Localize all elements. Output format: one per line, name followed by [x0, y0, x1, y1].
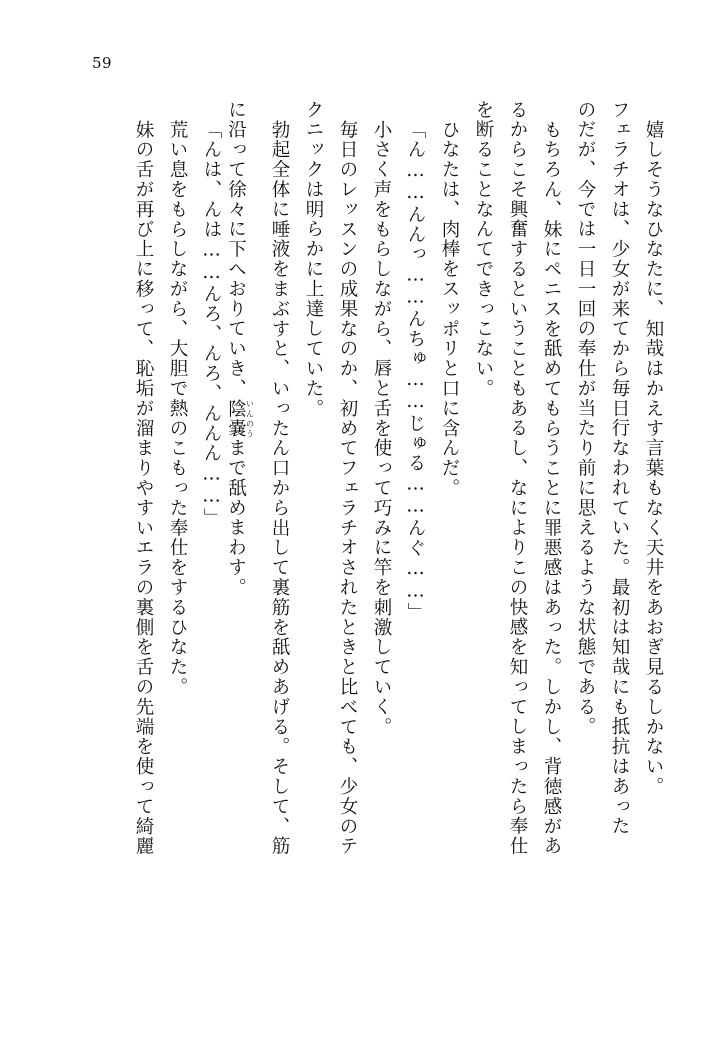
vertical-text-body [48, 100, 662, 980]
text-line: のだが、今では一日一回の奉仕が当たり前に思えるような状態である。 [575, 100, 596, 737]
page-number: 59 [92, 54, 113, 72]
text-line: クニックは明らかに上達していた。 [303, 100, 324, 419]
text-line: るからこそ興奮するということもあるし、なによりこの快感を知ってしまったら奉仕 [507, 100, 528, 857]
ruby-line-part-before: に沿って徐々に下へおりていき、 [225, 100, 247, 399]
text-line: を断ることなんてできっこない。 [473, 100, 494, 399]
text-line: 小さく声をもらしながら、唇と舌を使って巧みに竿を刺激していく。 [371, 120, 392, 737]
text-line: ひなたは、肉棒をスッポリと口に含んだ。 [439, 120, 460, 499]
text-line: 「ん……んんっ……んちゅ……じゅる……んぐ……」 [405, 120, 426, 623]
text-line: 勃起全体に唾液をまぶすと、いったん口から出して裏筋を舐めあげる。そして、筋 [269, 120, 290, 857]
text-line-with-ruby [220, 100, 254, 980]
text-line: 荒い息をもらしながら、大胆で熱のこもった奉仕をするひなた。 [167, 120, 188, 698]
ruby-base: 陰嚢 [225, 398, 247, 439]
ruby-reading: いんのう [245, 398, 255, 439]
text-line: もちろん、妹にペニスを舐めてもらうことに罪悪感はあった。しかし、背徳感があ [541, 120, 562, 857]
ruby-line-part-after: まで舐めまわす。 [225, 438, 247, 598]
text-line: 「んは、んは……んろ、んろ、んんん……」 [201, 120, 222, 528]
text-line: フェラチオは、少女が来てから毎日行なわれていた。最初は知哉にも抵抗はあった [609, 100, 630, 837]
text-line: 毎日のレッスンの成果なのか、初めてフェラチオされたときと比べても、少女のテ [337, 120, 358, 857]
text-line: 嬉しそうなひなたに、知哉はかえす言葉もなく天井をあおぎ見るしかない。 [643, 120, 664, 797]
ruby-annotation [225, 398, 255, 439]
text-line: 妹の舌が再び上に移って、恥垢が溜まりやすいエラの裏側を舌の先端を使って綺麗 [133, 120, 154, 857]
